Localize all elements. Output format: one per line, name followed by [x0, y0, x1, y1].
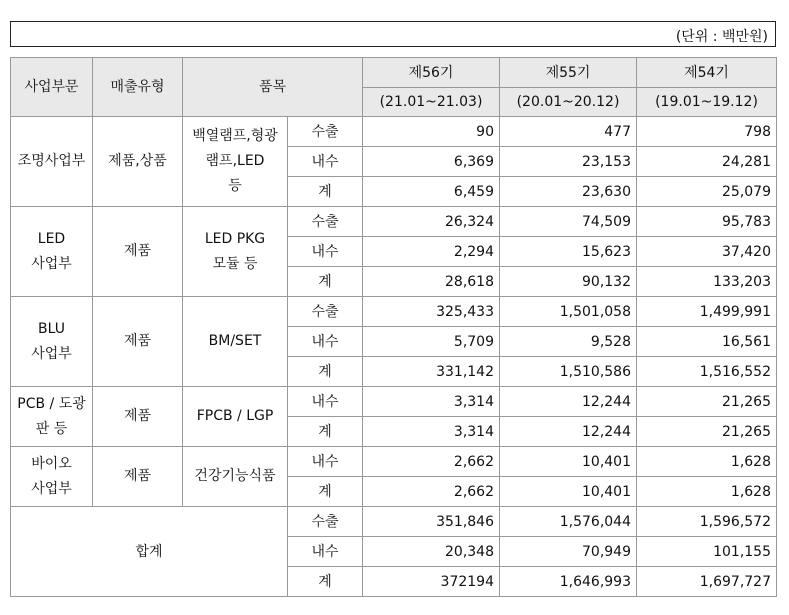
value-cell: 1,499,991: [637, 297, 777, 327]
table-body: [11, 117, 777, 597]
cell-line: 조명사업부: [17, 153, 86, 169]
division-cell: [11, 117, 93, 207]
value-cell: 133,203: [637, 267, 777, 297]
value-cell: 3,314: [363, 387, 500, 417]
kind-cell: 계: [288, 477, 363, 507]
cell-line: 램프,LED: [205, 153, 265, 169]
value-cell: 16,561: [637, 327, 777, 357]
value-cell: 23,153: [500, 147, 637, 177]
cell-line: LED: [37, 230, 66, 247]
sales-table: [10, 57, 777, 597]
value-cell: 798: [637, 117, 777, 147]
cell-line: BLU: [38, 320, 65, 337]
value-cell: 26,324: [363, 207, 500, 237]
header-item: 품목: [183, 58, 363, 117]
cell-line: PCB / 도광: [17, 395, 86, 412]
kind-cell: 수출: [288, 207, 363, 237]
header-sales-type: 매출유형: [93, 58, 183, 117]
value-cell: 2,294: [363, 237, 500, 267]
header-period-range: (21.01~21.03): [363, 88, 500, 117]
item-cell: [183, 117, 288, 207]
header-period-range: (20.01~20.12): [500, 88, 637, 117]
table-row: [11, 447, 777, 477]
table-row: [11, 207, 777, 237]
kind-cell: 수출: [288, 297, 363, 327]
kind-cell: 계: [288, 417, 363, 447]
item-cell: [183, 387, 288, 447]
value-cell: 1,516,552: [637, 357, 777, 387]
value-cell: 6,369: [363, 147, 500, 177]
cell-line: 판 등: [35, 420, 68, 437]
value-cell: 1,510,586: [500, 357, 637, 387]
item-cell: [183, 207, 288, 297]
kind-cell: 계: [288, 267, 363, 297]
value-cell: 12,244: [500, 417, 637, 447]
cell-line: 모듈 등: [212, 255, 258, 272]
table-row: [11, 117, 777, 147]
value-cell: 3,314: [363, 417, 500, 447]
value-cell: 90,132: [500, 267, 637, 297]
unit-box: [10, 21, 776, 47]
cell-line: 백열램프,형광: [192, 128, 278, 144]
division-cell: [11, 447, 93, 507]
value-cell: 2,662: [363, 447, 500, 477]
cell-line: LED PKG: [204, 230, 266, 247]
kind-cell: 계: [288, 177, 363, 207]
value-cell: 10,401: [500, 447, 637, 477]
value-cell: 372194: [363, 567, 500, 597]
kind-cell: 내수: [288, 447, 363, 477]
value-cell: 325,433: [363, 297, 500, 327]
value-cell: 28,618: [363, 267, 500, 297]
value-cell: 1,697,727: [637, 567, 777, 597]
cell-line: 사업부: [31, 255, 72, 272]
value-cell: 1,576,044: [500, 507, 637, 537]
kind-cell: 내수: [288, 147, 363, 177]
value-cell: 1,628: [637, 447, 777, 477]
sales-type-cell: [93, 447, 183, 507]
header-division: 사업부문: [11, 58, 93, 117]
value-cell: 351,846: [363, 507, 500, 537]
total-label: 합계: [11, 507, 288, 597]
value-cell: 331,142: [363, 357, 500, 387]
cell-line: 바이오: [31, 455, 72, 472]
kind-cell: 수출: [288, 117, 363, 147]
value-cell: 95,783: [637, 207, 777, 237]
kind-cell: 계: [288, 357, 363, 387]
value-cell: 25,079: [637, 177, 777, 207]
cell-line: 건강기능식품: [194, 468, 276, 484]
total-row: [11, 507, 777, 537]
kind-cell: 내수: [288, 537, 363, 567]
cell-line: 제품: [123, 408, 152, 424]
kind-cell: 수출: [288, 507, 363, 537]
value-cell: 6,459: [363, 177, 500, 207]
sales-type-cell: [93, 387, 183, 447]
cell-line: 제품,상품: [108, 153, 167, 169]
value-cell: 21,265: [637, 387, 777, 417]
header-period-name: 제54기: [637, 58, 777, 88]
division-cell: [11, 387, 93, 447]
value-cell: 20,348: [363, 537, 500, 567]
value-cell: 9,528: [500, 327, 637, 357]
value-cell: 5,709: [363, 327, 500, 357]
cell-line: 사업부: [31, 345, 72, 362]
value-cell: 2,662: [363, 477, 500, 507]
kind-cell: 내수: [288, 387, 363, 417]
value-cell: 12,244: [500, 387, 637, 417]
kind-cell: 계: [288, 567, 363, 597]
kind-cell: 내수: [288, 327, 363, 357]
value-cell: 70,949: [500, 537, 637, 567]
item-cell: [183, 297, 288, 387]
cell-line: 제품: [123, 243, 152, 259]
item-cell: [183, 447, 288, 507]
kind-cell: 내수: [288, 237, 363, 267]
value-cell: 1,628: [637, 477, 777, 507]
sales-type-cell: [93, 297, 183, 387]
cell-line: 등: [228, 178, 242, 194]
value-cell: 15,623: [500, 237, 637, 267]
value-cell: 74,509: [500, 207, 637, 237]
header-period-name: 제55기: [500, 58, 637, 88]
sales-type-cell: [93, 207, 183, 297]
value-cell: 21,265: [637, 417, 777, 447]
cell-line: 제품: [123, 333, 152, 349]
table-row: [11, 297, 777, 327]
cell-line: 제품: [123, 468, 152, 484]
value-cell: 10,401: [500, 477, 637, 507]
header-period-name: 제56기: [363, 58, 500, 88]
value-cell: 477: [500, 117, 637, 147]
division-cell: [11, 297, 93, 387]
value-cell: 1,596,572: [637, 507, 777, 537]
sales-type-cell: [93, 117, 183, 207]
table-row: [11, 387, 777, 417]
cell-line: 사업부: [31, 480, 72, 497]
value-cell: 1,646,993: [500, 567, 637, 597]
division-cell: [11, 207, 93, 297]
value-cell: 24,281: [637, 147, 777, 177]
value-cell: 101,155: [637, 537, 777, 567]
value-cell: 90: [363, 117, 500, 147]
cell-line: BM/SET: [208, 333, 262, 349]
header-period-range: (19.01~19.12): [637, 88, 777, 117]
value-cell: 23,630: [500, 177, 637, 207]
cell-line: FPCB / LGP: [196, 408, 274, 424]
value-cell: 1,501,058: [500, 297, 637, 327]
value-cell: 37,420: [637, 237, 777, 267]
unit-label: (단위 : 백만원): [675, 29, 768, 45]
